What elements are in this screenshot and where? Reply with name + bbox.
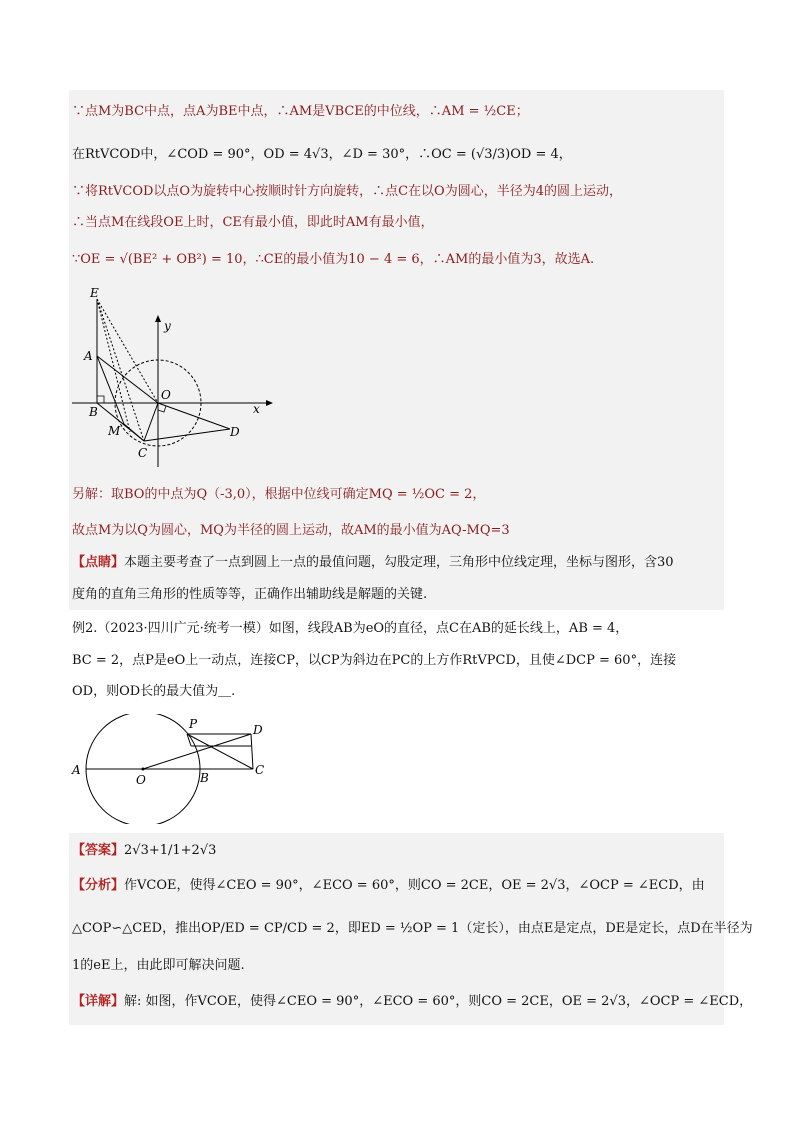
solution-line-3: ∵将RtVCOD以点O为旋转中心按顺时针方向旋转，∴点C在以O为圆心，半径为4的圆上运动， (72, 184, 622, 199)
label-P: P (189, 717, 198, 731)
analysis-line-3: 1的eE上，由此即可解决问题. (72, 958, 245, 973)
point-O (142, 768, 145, 771)
label-x: x (253, 402, 260, 416)
label-D: D (253, 723, 263, 737)
label-A: A (72, 763, 81, 777)
detail-line-1 (72, 993, 752, 1011)
segment-EC (97, 299, 144, 441)
answer-line (72, 842, 216, 860)
analysis-tag: 【分析】 (72, 878, 125, 893)
segment-CO (144, 403, 158, 441)
coordinate-figure (70, 282, 290, 472)
answer-tag: 【答案】 (72, 843, 125, 858)
comment-text-1: 本题主要考查了一点到圆上一点的最值问题，勾股定理，三角形中位线定理，坐标与图形，含30 (124, 555, 674, 570)
solution-line-4: ∴当点M在线段OE上时，CE有最小值，即此时AM有最小值， (72, 215, 434, 230)
comment-line-2: 度角的直角三角形的性质等等，正确作出辅助线是解题的关键. (72, 587, 428, 602)
label-C: C (255, 763, 265, 777)
example2-line-3: OD，则OD长的最大值为＿. (72, 684, 236, 699)
x-axis-arrow (266, 400, 273, 406)
analysis-line-1 (72, 877, 705, 895)
label-A: A (84, 349, 93, 363)
label-O: O (161, 388, 171, 402)
right-angle-mark-B (97, 396, 104, 403)
right-angle-mark-O (158, 406, 166, 412)
label-D: D (230, 425, 240, 439)
circle-figure (70, 714, 270, 824)
comment-tag: 【点睛】 (72, 555, 125, 570)
solution-line-2: 在RtVCOD中，∠COD = 90°，OD = 4√3，∠D = 30°，∴OC = (√3/3)OD = 4， (72, 147, 572, 162)
analysis-text-1: 作VCOE，使得∠CEO = 90°，∠ECO = 60°，则CO = 2CE，OE = 2√3，∠OCP = ∠ECD，由 (124, 878, 705, 893)
label-M: M (108, 424, 121, 438)
segment-EM (97, 299, 130, 432)
example2-line-2: BC = 2，点P是eO上一动点，连接CP，以CP为斜边在PC的上方作RtVPCD，且使∠DCP = 60°，连接 (72, 653, 677, 668)
alt-solution-line-1: 另解：取BO的中点为Q（-3,0），根据中位线可确定MQ = ½OC = 2， (72, 487, 486, 502)
y-axis-arrow (155, 315, 161, 322)
label-B: B (89, 405, 98, 419)
label-B: B (200, 771, 209, 785)
solution-line-5: ∵OE = √(BE² + OB²) = 10，∴CE的最小值为10 − 4 = 6，∴AM的最小值为3，故选A. (72, 252, 595, 267)
segment-CD (144, 429, 230, 441)
example2-line-1: 例2.（2023·四川广元·统考一模）如图，线段AB为eO的直径，点C在AB的延长线上，AB = 4， (72, 621, 629, 636)
label-y: y (164, 319, 171, 333)
comment-line-1 (72, 554, 674, 572)
solution-line-1: ∵点M为BC中点，点A为BE中点，∴AM是VBCE的中位线，∴AM = ½CE； (72, 104, 529, 119)
label-E: E (90, 286, 99, 300)
detail-tag: 【详解】 (72, 994, 125, 1009)
segment-OD (158, 403, 230, 429)
segment-DC (251, 734, 253, 769)
detail-text-1: 解: 如图，作VCOE，使得∠CEO = 90°，∠ECO = 60°，则CO = 2CE，OE = 2√3，∠OCP = ∠ECD， (124, 994, 753, 1009)
alt-solution-line-2: 故点M为以Q为圆心，MQ为半径的圆上运动，故AM的最小值为AQ-MQ=3 (72, 523, 510, 538)
label-C: C (138, 446, 148, 460)
analysis-line-2: △COP∽△CED，推出OP/ED = CP/CD = 2，即ED = ½OP = 1（定长），由点E是定点，DE是定长，点D在半径为 (72, 921, 753, 936)
answer-text: 2√3+1/1+2√3 (124, 843, 217, 858)
segment-EO (97, 299, 158, 403)
label-O: O (136, 773, 146, 787)
